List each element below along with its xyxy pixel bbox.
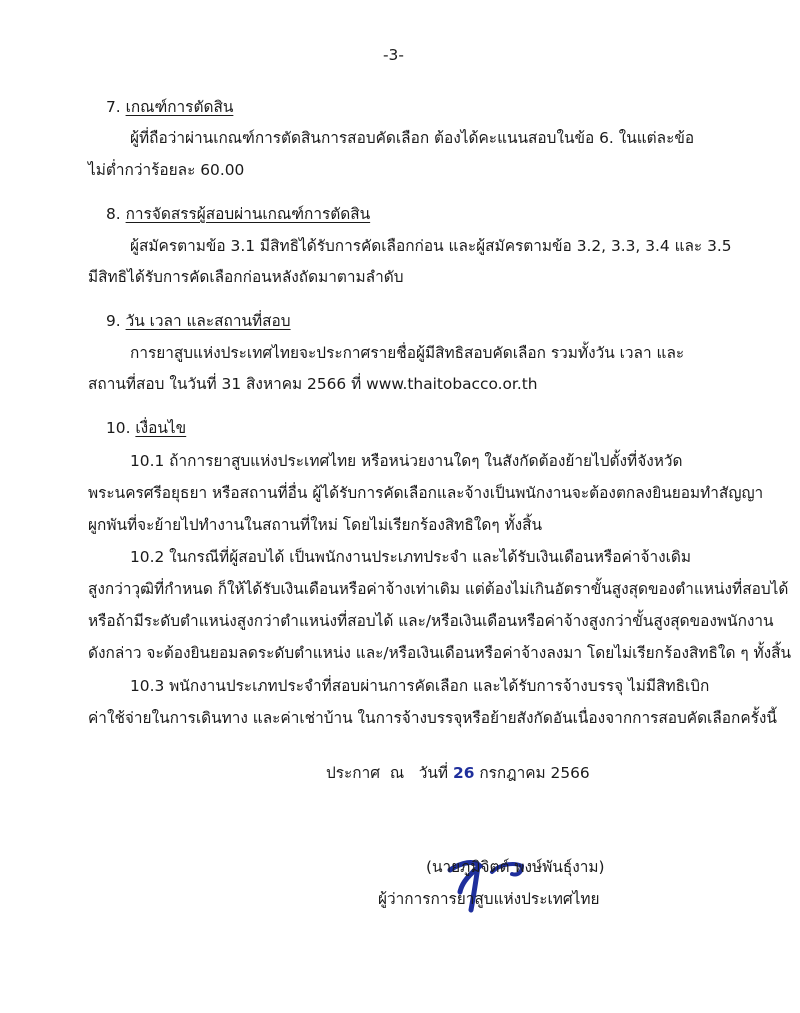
section-7-number: 7. xyxy=(106,98,121,116)
clause-10-2-line-3: หรือถ้ามีระดับตำแหน่งสูงกว่าตำแหน่งที่สอบได้ และ/หรือเงินเดือนหรือค่าจ้างสูงกว่าขั้นสูงสุดของพนักงาน xyxy=(88,612,774,630)
section-7-line-1: ผู้ที่ถือว่าผ่านเกณฑ์การตัดสินการสอบคัดเลือก ต้องได้คะแนนสอบในข้อ 6. ในแต่ละข้อ xyxy=(130,129,695,147)
section-10-number: 10. xyxy=(106,419,131,437)
section-10-heading xyxy=(106,418,186,438)
section-9-title: วัน เวลา และสถานที่สอบ xyxy=(125,312,291,330)
clause-10-3-line-1: 10.3 พนักงานประเภทประจำที่สอบผ่านการคัดเลือก และได้รับการจ้างบรรจุ ไม่มีสิทธิเบิก xyxy=(130,677,710,695)
section-8-line-2: มีสิทธิได้รับการคัดเลือกก่อนหลังถัดมาตามลำดับ xyxy=(88,268,404,286)
clause-10-1-line-1: 10.1 ถ้าการยาสูบแห่งประเทศไทย หรือหน่วยงานใดๆ ในสังกัดต้องย้ายไปตั้งที่จังหวัด xyxy=(130,452,683,470)
clause-10-3-line-2: ค่าใช้จ่ายในการเดินทาง และค่าเช่าบ้าน ในการจ้างบรรจุหรือย้ายสังกัดอันเนื่องจากการสอบคัดเลือกครั้งนี้ xyxy=(88,709,777,727)
signatory-name: (นายภูมิจิตต์ พงษ์พันธุ์งาม) xyxy=(426,858,605,876)
clause-10-1-line-3: ผูกพันที่จะย้ายไปทำงานในสถานที่ใหม่ โดยไม่เรียกร้องสิทธิใดๆ ทั้งสิ้น xyxy=(88,516,543,534)
section-8-heading xyxy=(106,204,370,224)
announcement-month-year: กรกฎาคม 2566 xyxy=(479,764,590,782)
section-9-number: 9. xyxy=(106,312,121,330)
announcement-date xyxy=(326,763,590,783)
section-9-line-1: การยาสูบแห่งประเทศไทยจะประกาศรายชื่อผู้มีสิทธิสอบคัดเลือก รวมทั้งวัน เวลา และ xyxy=(130,344,685,362)
section-10-title: เงื่อนไข xyxy=(135,419,187,437)
section-8-title: การจัดสรรผู้สอบผ่านเกณฑ์การตัดสิน xyxy=(125,205,371,223)
page-number: -3- xyxy=(383,46,404,64)
section-7-line-2: ไม่ต่ำกว่าร้อยละ 60.00 xyxy=(88,161,245,179)
section-8-line-1: ผู้สมัครตามข้อ 3.1 มีสิทธิได้รับการคัดเลือกก่อน และผู้สมัครตามข้อ 3.2, 3.3, 3.4 และ 3.5 xyxy=(130,237,732,255)
announcement-prefix: ประกาศ ณ วันที่ xyxy=(326,764,449,782)
signatory-title: ผู้ว่าการการยาสูบแห่งประเทศไทย xyxy=(378,890,600,908)
section-7-title: เกณฑ์การตัดสิน xyxy=(125,98,234,116)
announcement-day: 26 xyxy=(453,764,475,782)
clause-10-2-line-4: ดังกล่าว จะต้องยินยอมลดระดับตำแหน่ง และ/หรือเงินเดือนหรือค่าจ้างลงมา โดยไม่เรียกร้องสิทธิใด ๆ ทั้งสิ้น xyxy=(88,644,792,662)
clause-10-1-line-2: พระนครศรีอยุธยา หรือสถานที่อื่น ผู้ได้รับการคัดเลือกและจ้างเป็นพนักงานจะต้องตกลงยินยอมทำสัญญา xyxy=(88,484,764,502)
section-7-heading xyxy=(106,97,233,117)
section-8-number: 8. xyxy=(106,205,121,223)
section-9-line-2: สถานที่สอบ ในวันที่ 31 สิงหาคม 2566 ที่ www.thaitobacco.or.th xyxy=(88,375,538,393)
section-9-heading xyxy=(106,311,291,331)
clause-10-2-line-2: สูงกว่าวุฒิที่กำหนด ก็ให้ได้รับเงินเดือนหรือค่าจ้างเท่าเดิม แต่ต้องไม่เกินอัตราขั้นสูงสุดของตำแหน่งที่สอบได้ xyxy=(88,580,789,598)
clause-10-2-line-1: 10.2 ในกรณีที่ผู้สอบได้ เป็นพนักงานประเภทประจำ และได้รับเงินเดือนหรือค่าจ้างเดิม xyxy=(130,548,692,566)
